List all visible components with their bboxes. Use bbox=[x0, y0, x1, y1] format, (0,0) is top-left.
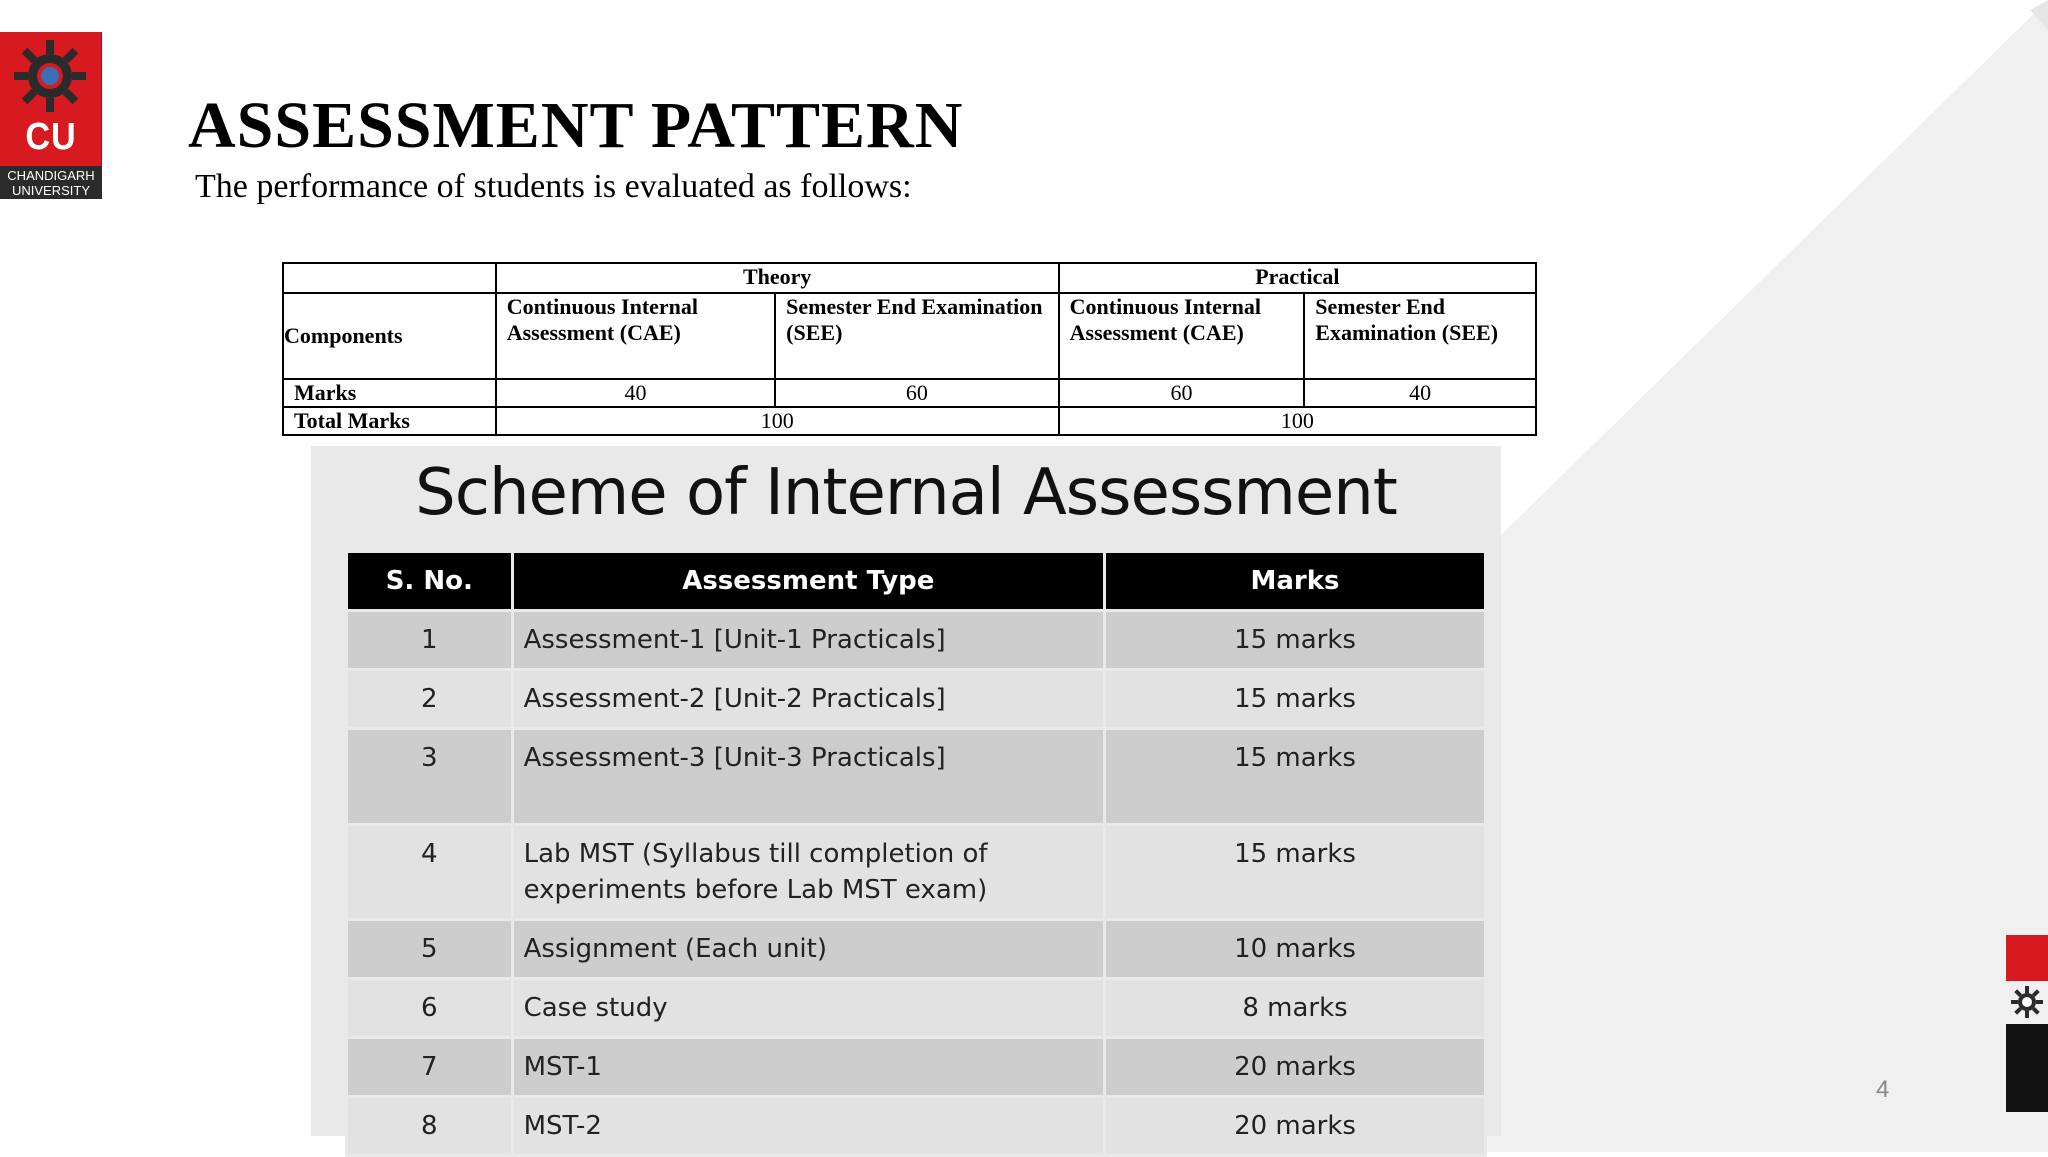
row-marks: 15 marks bbox=[1105, 670, 1486, 729]
theory-see-header: Semester End Examination (SEE) bbox=[775, 293, 1059, 379]
row-type: MST-2 bbox=[512, 1097, 1104, 1156]
row-marks: 15 marks bbox=[1105, 825, 1486, 920]
side-accent-red bbox=[2006, 935, 2048, 981]
table-row bbox=[347, 825, 1486, 920]
marks-label: Marks bbox=[283, 379, 496, 407]
practical-see-marks: 40 bbox=[1304, 379, 1536, 407]
table-row bbox=[347, 1097, 1486, 1156]
row-sno: 1 bbox=[347, 611, 513, 670]
table-row bbox=[283, 407, 1536, 435]
row-type: Assessment-2 [Unit-2 Practicals] bbox=[512, 670, 1104, 729]
row-sno: 2 bbox=[347, 670, 513, 729]
page-number: 4 bbox=[1876, 1076, 1890, 1103]
total-marks-label: Total Marks bbox=[283, 407, 496, 435]
row-marks: 15 marks bbox=[1105, 729, 1486, 825]
row-type: Assessment-1 [Unit-1 Practicals] bbox=[512, 611, 1104, 670]
table-row bbox=[347, 611, 1486, 670]
theory-see-marks: 60 bbox=[775, 379, 1059, 407]
theory-header: Theory bbox=[496, 263, 1059, 293]
column-header-type: Assessment Type bbox=[512, 552, 1104, 611]
table-row bbox=[347, 979, 1486, 1038]
row-type: Assessment-3 [Unit-3 Practicals] bbox=[512, 729, 1104, 825]
internal-assessment-table bbox=[345, 550, 1487, 1157]
row-type: Case study bbox=[512, 979, 1104, 1038]
logo-gear-icon bbox=[12, 38, 88, 114]
table-row bbox=[347, 920, 1486, 979]
table-row bbox=[347, 729, 1486, 825]
logo-name-line1: CHANDIGARH bbox=[7, 168, 95, 183]
theory-cae-marks: 40 bbox=[496, 379, 775, 407]
row-marks: 10 marks bbox=[1105, 920, 1486, 979]
scheme-title: Scheme of Internal Assessment bbox=[415, 456, 1397, 530]
internal-assessment-panel bbox=[311, 446, 1501, 1141]
table-cell bbox=[283, 263, 496, 293]
row-sno: 3 bbox=[347, 729, 513, 825]
logo-university-name bbox=[0, 166, 102, 199]
practical-total-marks: 100 bbox=[1059, 407, 1536, 435]
row-type: Assignment (Each unit) bbox=[512, 920, 1104, 979]
components-label: Components bbox=[283, 293, 496, 379]
theory-cae-header: Continuous Internal Assessment (CAE) bbox=[496, 293, 775, 379]
column-header-sno: S. No. bbox=[347, 552, 513, 611]
practical-header: Practical bbox=[1059, 263, 1536, 293]
page-subtitle: The performance of students is evaluated as follows: bbox=[195, 168, 912, 205]
practical-see-header: Semester End Examination (SEE) bbox=[1304, 293, 1536, 379]
row-sno: 5 bbox=[347, 920, 513, 979]
assessment-pattern-table bbox=[282, 262, 1537, 436]
practical-cae-marks: 60 bbox=[1059, 379, 1305, 407]
university-logo bbox=[0, 32, 102, 199]
row-sno: 6 bbox=[347, 979, 513, 1038]
table-row bbox=[283, 263, 1536, 293]
page-title: ASSESSMENT PATTERN bbox=[188, 89, 964, 162]
table-row bbox=[283, 379, 1536, 407]
row-marks: 20 marks bbox=[1105, 1097, 1486, 1156]
row-type: MST-1 bbox=[512, 1038, 1104, 1097]
row-marks: 20 marks bbox=[1105, 1038, 1486, 1097]
side-accent-black bbox=[2006, 1024, 2048, 1112]
column-header-marks: Marks bbox=[1105, 552, 1486, 611]
logo-name-line2: UNIVERSITY bbox=[11, 183, 90, 198]
row-sno: 7 bbox=[347, 1038, 513, 1097]
table-header-row bbox=[347, 552, 1486, 611]
table-row bbox=[283, 293, 1536, 379]
table-row bbox=[347, 1038, 1486, 1097]
row-marks: 8 marks bbox=[1105, 979, 1486, 1038]
table-row bbox=[347, 670, 1486, 729]
logo-abbr: CU bbox=[25, 116, 77, 158]
row-type: Lab MST (Syllabus till completion of experiments before Lab MST exam) bbox=[512, 825, 1104, 920]
practical-cae-header: Continuous Internal Assessment (CAE) bbox=[1059, 293, 1305, 379]
row-sno: 4 bbox=[347, 825, 513, 920]
row-marks: 15 marks bbox=[1105, 611, 1486, 670]
side-gear-icon bbox=[2010, 985, 2044, 1019]
row-sno: 8 bbox=[347, 1097, 513, 1156]
theory-total-marks: 100 bbox=[496, 407, 1059, 435]
